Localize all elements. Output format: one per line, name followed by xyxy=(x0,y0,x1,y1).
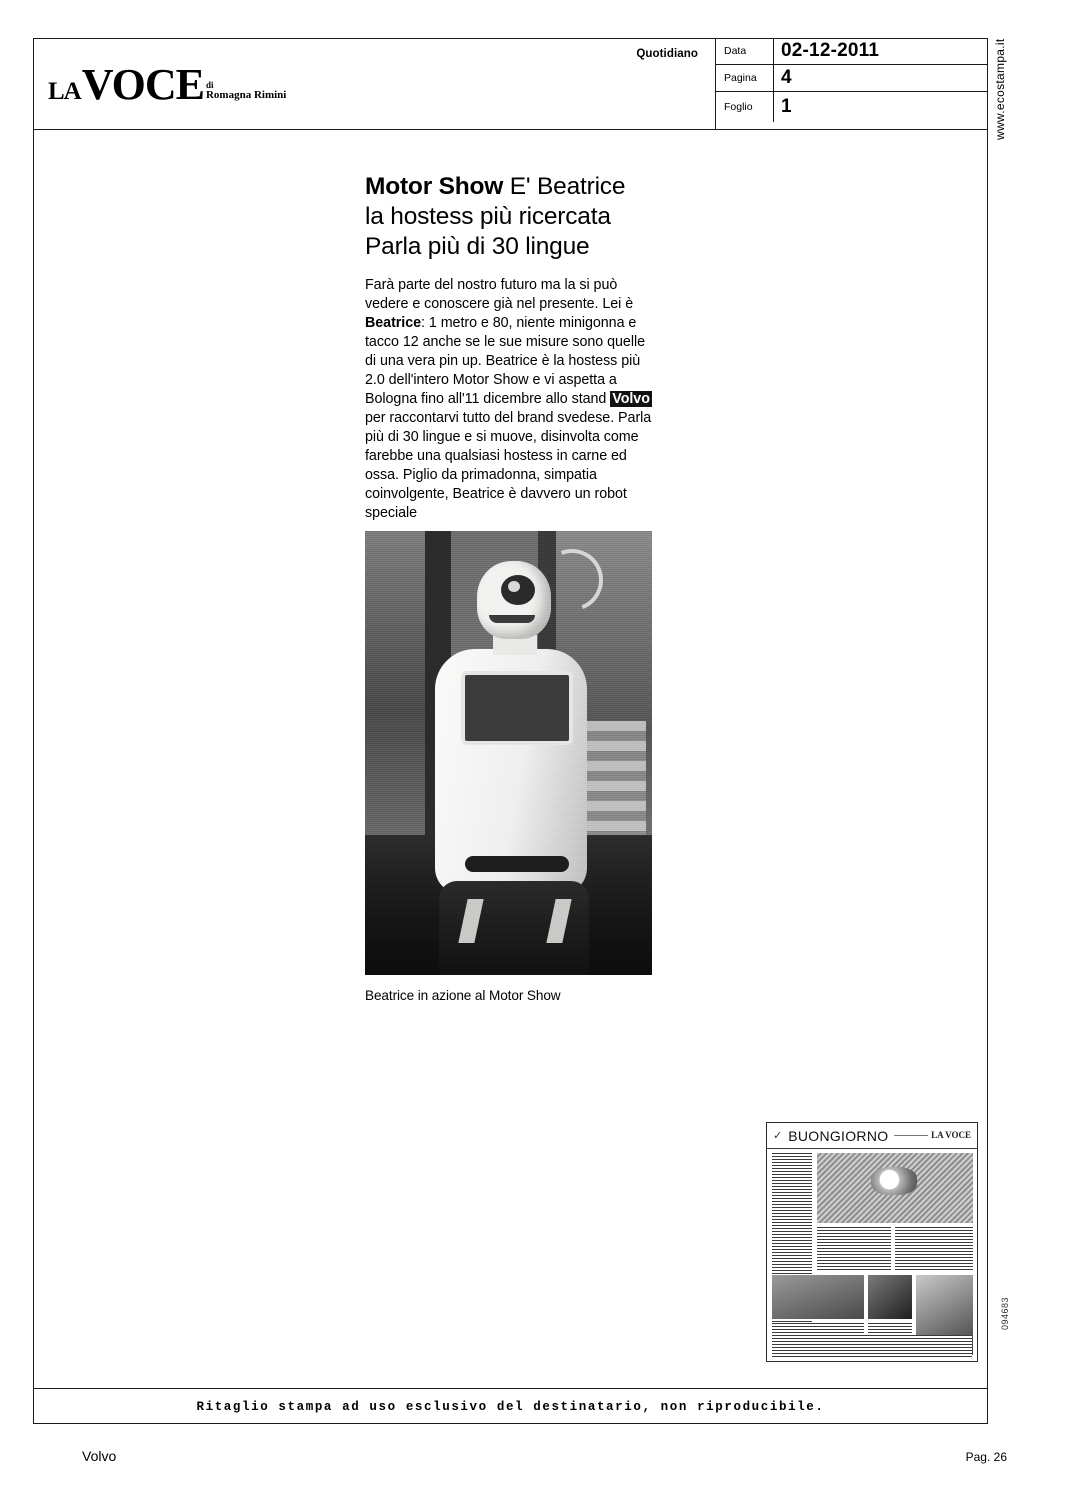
meta-row xyxy=(716,38,988,65)
logo-region: Romagna Rimini xyxy=(205,89,287,102)
check-icon: ✓ xyxy=(773,1130,783,1142)
meta-row xyxy=(716,92,988,122)
meta-row xyxy=(716,65,988,92)
thumbnail-rule xyxy=(894,1135,928,1136)
footer-page-number: Pag. 26 xyxy=(965,1450,1007,1464)
thumbnail-image-bird xyxy=(871,1167,917,1195)
headline-kicker: Motor Show xyxy=(365,173,504,200)
meta-divider xyxy=(773,38,774,64)
footer-keyword: Volvo xyxy=(82,1448,117,1464)
ritaglio-notice-bar xyxy=(33,1388,988,1424)
body-part-1: Farà parte del nostro futuro ma la si può vedere e conoscere già nel presente. Lei è xyxy=(365,276,634,312)
thumbnail-title: BUONGIORNO xyxy=(788,1127,889,1144)
thumbnail-body xyxy=(767,1149,977,1361)
thumbnail-logo-text: LA VOCE xyxy=(931,1130,971,1140)
article xyxy=(365,172,653,523)
logo-la: LA xyxy=(48,77,81,105)
thumbnail-image-landscape xyxy=(772,1275,864,1319)
meta-value-data: 02-12-2011 xyxy=(781,40,880,61)
headline-line1-rest: E' Beatrice xyxy=(503,173,626,200)
periodicity-label: Quotidiano xyxy=(636,48,698,60)
article-photo xyxy=(365,531,652,975)
thumbnail-image-dark xyxy=(868,1275,912,1319)
photo-grain-overlay xyxy=(365,531,652,975)
clipping-meta-table xyxy=(715,38,988,129)
thumbnail-footer-block xyxy=(772,1335,972,1357)
body-bold-beatrice: Beatrice xyxy=(365,314,422,331)
masthead xyxy=(33,38,988,130)
logo-di: di xyxy=(205,79,214,90)
photo-caption: Beatrice in azione al Motor Show xyxy=(365,988,561,1003)
highlighted-keyword: Volvo xyxy=(612,390,650,407)
clipping-code: 094683 xyxy=(1000,1296,1010,1330)
headline-line3: Parla più di 30 lingue xyxy=(365,232,590,260)
logo-voce: VOCE xyxy=(81,60,204,109)
page-thumbnail xyxy=(766,1122,978,1362)
thumbnail-logo xyxy=(894,1130,971,1140)
body-part-2: : 1 metro e 80, niente minigonna e tacco 12 anche se le sue misure sono quelle di una vera pin up. Beatrice è la hostess più 2.0 dell'intero Motor Show e vi aspetta a Bologna fino all'11 dicembre allo stand xyxy=(365,314,645,407)
meta-label-pagina: Pagina xyxy=(724,72,757,84)
ritaglio-notice-text: Ritaglio stampa ad uso esclusivo del destinatario, non riproducibile. xyxy=(196,1399,825,1414)
meta-divider xyxy=(773,65,774,91)
logo-subtitle xyxy=(206,81,286,104)
thumbnail-header xyxy=(767,1123,977,1149)
meta-divider xyxy=(773,92,774,122)
thumbnail-text-block xyxy=(895,1227,973,1271)
thumbnail-text-block xyxy=(817,1227,891,1271)
publication-logo xyxy=(48,60,287,109)
service-url: www.ecostampa.it xyxy=(993,38,1007,140)
body-part-3: per raccontarvi tutto del brand svedese. Parla più di 30 lingue e si muove, disinvolta come farebbe una qualsiasi hostess in carne ed ossa. Piglio da primadonna, simpatia coinvolgente, Beatrice è davvero un robot speciale xyxy=(365,409,652,521)
article-headline xyxy=(365,172,653,262)
meta-value-foglio: 1 xyxy=(781,96,792,117)
meta-label-foglio: Foglio xyxy=(724,101,753,113)
article-body xyxy=(365,276,653,523)
meta-label-data: Data xyxy=(724,45,747,57)
headline-line2: la hostess più ricercata xyxy=(365,202,611,230)
meta-value-pagina: 4 xyxy=(781,67,792,88)
